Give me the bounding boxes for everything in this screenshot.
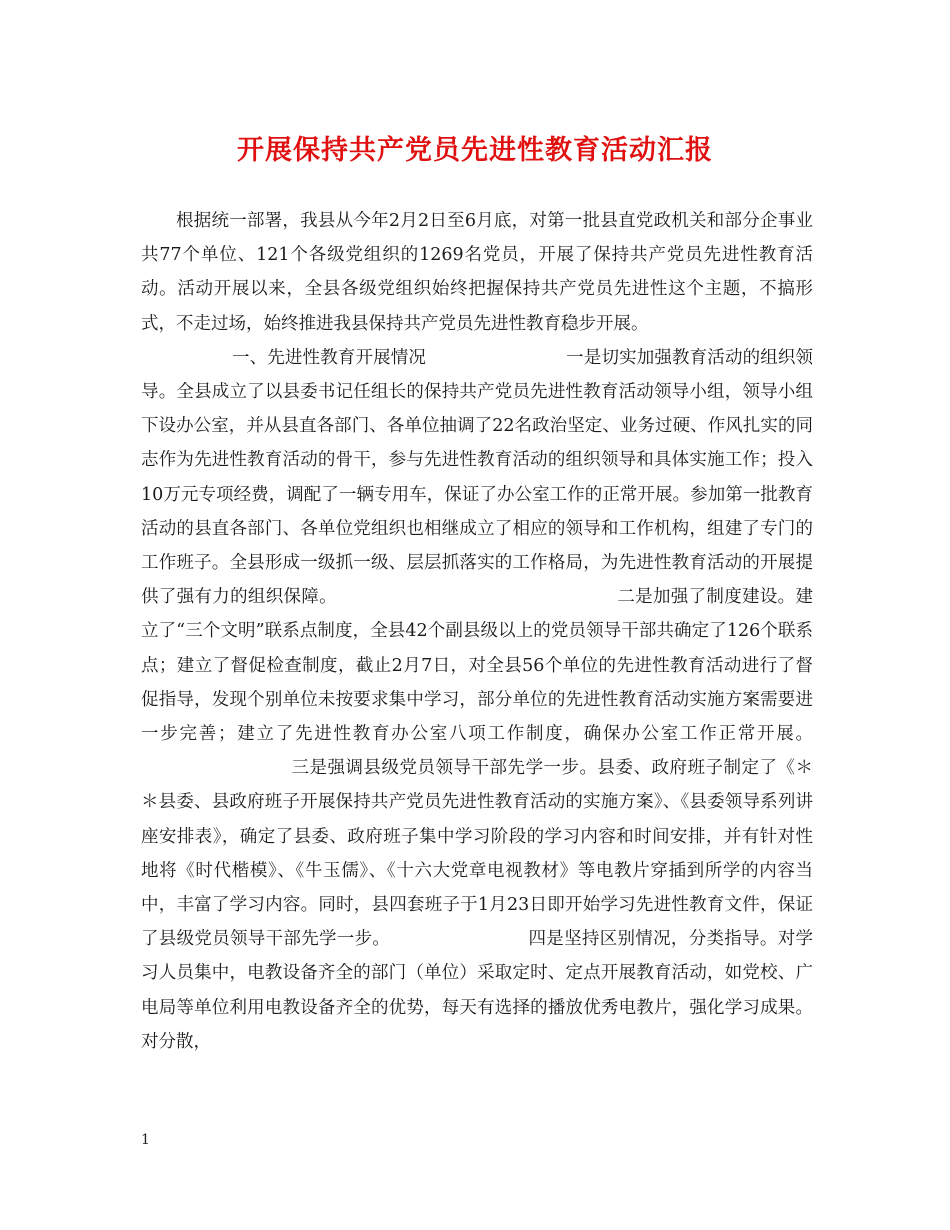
paragraph-text: 根据统一部署，我县从今年2月2日至6月底，对第一批县直党政机关和部分企事业共77个单位、121个各级党组织的1269名党员，开展了保持共产党员先进性教育活动。活动开展以来，全县各级党组织始终把握保持共产党员先进性这个主题，不搞形式，不走过场，始终推进我县保持共产党员先进性教育稳步开展。 — [141, 211, 813, 334]
paragraph-text: 四是坚持区别情况，分类指导。对学习人员集中，电教设备齐全的部门（单位）采取定时、定点开展教育活动，如党校、广电局等单位利用电教设备齐全的优势，每天有选择的播放优秀电教片，强化学习成果。对分散， — [141, 929, 814, 1052]
document-title: 开展保持共产党员先进性教育活动汇报 — [237, 135, 713, 166]
paragraph-text: 二是加强了制度建设。建立了“三个文明”联系点制度，全县42个副县级以上的党员领导干部共确定了126个联系点；建立了督促检查制度，截止2月7日，对全县56个单位的先进性教育活动进行了督促指导，发现个别单位未按要求集中学习，部分单位的先进性教育活动实施方案需要进一步完善；建立了先进性教育办公室八项工作制度，确保办公室工作正常开展。 — [141, 587, 813, 745]
paragraph-intro — [141, 204, 813, 341]
paragraph-section-one — [141, 341, 813, 1059]
paragraph-text: 一是切实加强教育活动的组织领导。全县成立了以县委书记任组长的保持共产党员先进性教育活动领导小组，领导小组下设办公室，并从县直各部门、各单位抽调了22名政治坚定、业务过硬、作风扎实的同志作为先进性教育活动的骨干，参与先进性教育活动的组织领导和具体实施工作；投入10万元专项经费，调配了一辆专用车，保证了办公室工作的正常开展。参加第一批教育活动的县直各部门、各单位党组织也相继成立了相应的领导和工作机构，组建了专门的工作班子。全县形成一级抓一级、层层抓落实的工作格局，为先进性教育活动的开展提供了强有力的组织保障。 — [141, 347, 814, 608]
section-heading: 一、先进性教育开展情况 — [232, 347, 427, 368]
paragraph-text: 三是强调县级党员领导干部先学一步。县委、政府班子制定了《＊＊县委、县政府班子开展保持共产党员先进性教育活动的实施方案》、《县委领导系列讲座安排表》，确定了县委、政府班子集中学习阶段的学习内容和时间安排，并有针对性地将《时代楷模》、《牛玉儒》、《十六大党章电视教材》等电教片穿插到所学的内容当中，丰富了学习内容。同时，县四套班子于1月23日即开始学习先进性教育文件，保证了县级党员领导干部先学一步。 — [141, 758, 813, 950]
document-body — [141, 204, 813, 1059]
page-number: 1 — [141, 1132, 150, 1148]
